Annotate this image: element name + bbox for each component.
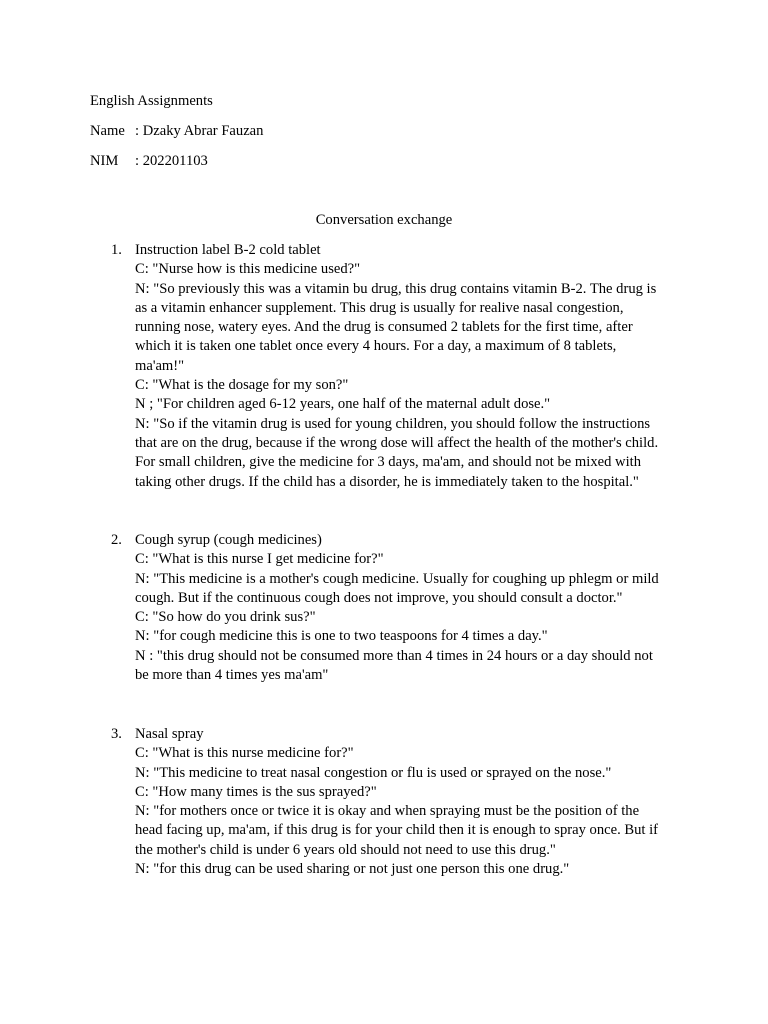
item-content	[135, 531, 691, 685]
dialogue-line: N: "So if the vitamin drug is used for young children, you should follow the instructions	[135, 415, 651, 432]
document-header	[90, 92, 710, 181]
item-number: 1.	[111, 242, 122, 258]
item-heading: Cough syrup (cough medicines)	[135, 532, 322, 548]
dialogue-line: C: "What is the dosage for my son?"	[135, 377, 349, 394]
dialogue-line: which it is taken one tablet once every 4 hours. For a day, a maximum of 8 tablets,	[135, 338, 617, 355]
dialogue-line: C: "What is this nurse I get medicine for?"	[135, 551, 384, 568]
dialogue-line: head facing up, ma'am, if this drug is for your child then it is enough to spray once. But if	[135, 822, 659, 839]
dialogue-line: C: "So how do you drink sus?"	[135, 609, 316, 626]
item-content	[135, 241, 691, 492]
dialogue-line: N: "This medicine is a mother's cough medicine. Usually for coughing up phlegm or mild	[135, 570, 659, 587]
item-content	[135, 725, 691, 879]
dialogue-line: ma'am!"	[135, 357, 185, 374]
name-row	[90, 122, 710, 141]
dialogue-line: N: "for cough medicine this is one to two teaspoons for 4 times a day."	[135, 628, 548, 645]
dialogue-line: the mother's child is under 6 years old should not need to use this drug."	[135, 841, 556, 858]
dialogue-line: be more than 4 times yes ma'am"	[135, 667, 329, 684]
nim-label: NIM	[90, 152, 119, 169]
dialogue-line: taking other drugs. If the child has a disorder, he is immediately taken to the hospital."	[135, 473, 639, 490]
dialogue-line: N: "for mothers once or twice it is okay and when spraying must be the position of the	[135, 803, 640, 820]
dialogue-line: N: "This medicine to treat nasal congestion or flu is used or sprayed on the nose."	[135, 764, 612, 781]
nim-value: : 202201103	[135, 152, 208, 169]
dialogue-line: For small children, give the medicine for 3 days, ma'am, and should not be mixed with	[135, 454, 642, 471]
dialogue-line: C: "Nurse how is this medicine used?"	[135, 261, 361, 278]
item-number: 2.	[111, 532, 122, 548]
dialogue-line: running nose, watery eyes. And the drug is consumed 2 tablets for the first time, after	[135, 319, 633, 336]
dialogue-line: as a vitamin enhancer supplement. This drug is usually for realive nasal congestion,	[135, 299, 624, 316]
dialogue-line: cough. But if the continuous cough does not improve, you should consult a doctor."	[135, 589, 623, 606]
dialogue-line: C: "What is this nurse medicine for?"	[135, 745, 354, 762]
assignment-title: English Assignments	[90, 93, 213, 109]
dialogue-line: that are on the drug, because if the wrong dose will affect the health of the mother's child.	[135, 434, 659, 451]
dialogue-line: N: "So previously this was a vitamin bu drug, this drug contains vitamin B-2. The drug is	[135, 280, 657, 297]
dialogue-line: N: "for this drug can be used sharing or not just one person this one drug."	[135, 861, 570, 878]
item-heading: Instruction label B-2 cold tablet	[135, 242, 321, 258]
item-heading: Nasal spray	[135, 726, 204, 742]
item-number: 3.	[111, 726, 122, 742]
dialogue-line: N ; "For children aged 6-12 years, one half of the maternal adult dose."	[135, 396, 551, 413]
nim-row	[90, 152, 710, 171]
name-value: : Dzaky Abrar Fauzan	[135, 122, 264, 139]
section-title: Conversation exchange	[315, 212, 453, 228]
dialogue-line: C: "How many times is the sus sprayed?"	[135, 783, 377, 800]
dialogue-line: N : "this drug should not be consumed more than 4 times in 24 hours or a day should not	[135, 647, 653, 664]
name-label: Name	[90, 122, 125, 139]
